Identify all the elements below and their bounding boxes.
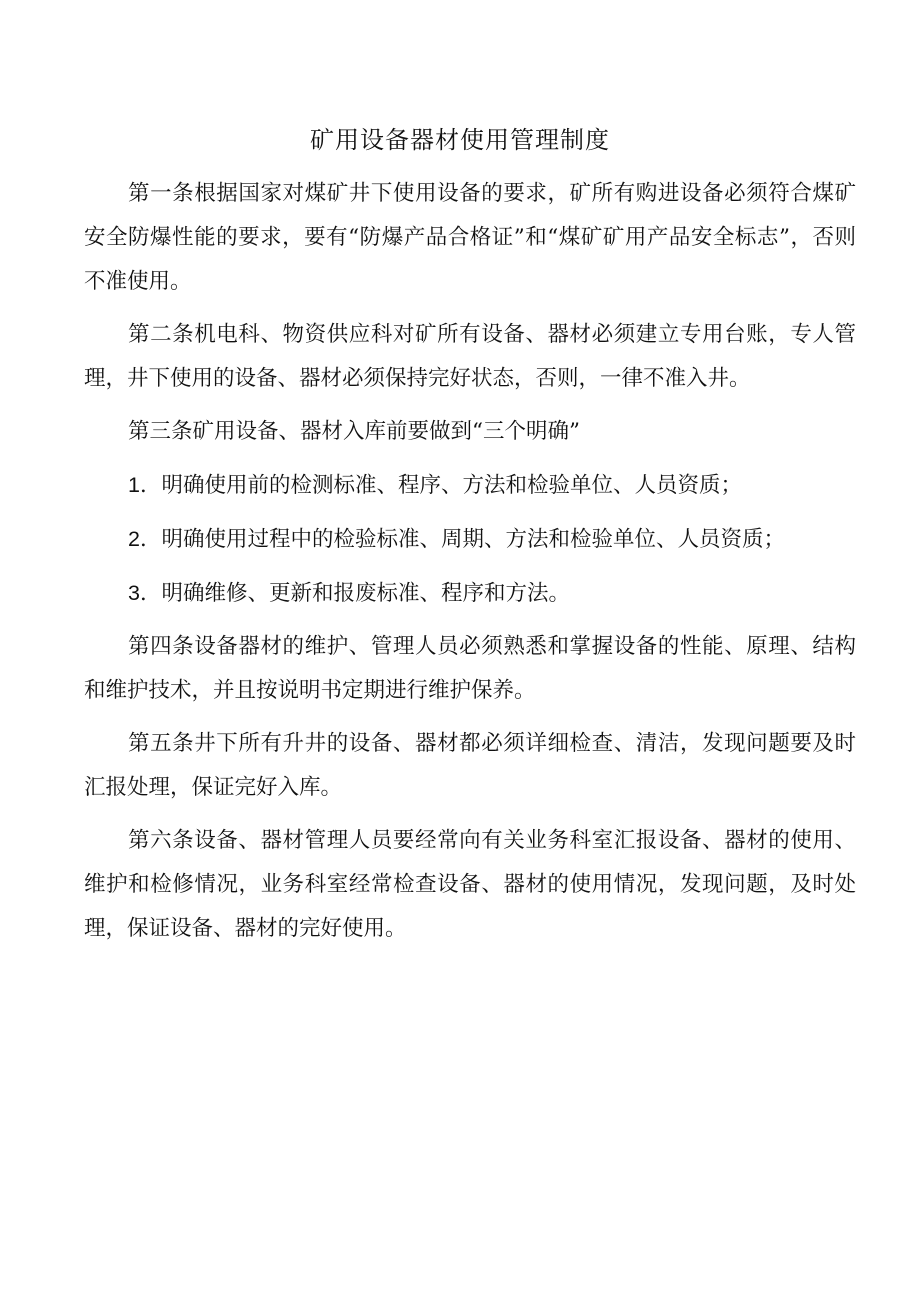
article-3-item-2 — [84, 517, 856, 562]
document-body — [84, 172, 856, 960]
article-2: 第二条机电科、物资供应科对矿所有设备、器材必须建立专用台账，专人管理，井下使用的设备、器材必须保持完好状态，否则，一律不准入井。 — [84, 322, 856, 391]
article-5: 第五条井下所有升井的设备、器材都必须详细检查、清洁，发现问题要及时汇报处理，保证完好入库。 — [84, 731, 856, 800]
article-3-item-1 — [84, 463, 856, 508]
item-text: ．明确维修、更新和报废标准、程序和方法。 — [139, 581, 570, 606]
item-number: 2 — [128, 527, 140, 551]
document-title: 矿用设备器材使用管理制度 — [310, 126, 610, 154]
item-text: ．明确使用过程中的检验标准、周期、方法和检验单位、人员资质； — [139, 527, 785, 552]
article-1: 第一条根据国家对煤矿井下使用设备的要求，矿所有购进设备必须符合煤矿安全防爆性能的要求，要有“防爆产品合格证”和“煤矿矿用产品安全标志”，否则不准使用。 — [84, 181, 856, 294]
article-6: 第六条设备、器材管理人员要经常向有关业务科室汇报设备、器材的使用、维护和检修情况，业务科室经常检查设备、器材的使用情况，发现问题，及时处理，保证设备、器材的完好使用。 — [84, 828, 856, 941]
article-4: 第四条设备器材的维护、管理人员必须熟悉和掌握设备的性能、原理、结构和维护技术，并且按说明书定期进行维护保养。 — [84, 634, 856, 703]
article-3: 第三条矿用设备、器材入库前要做到“三个明确” — [128, 419, 580, 444]
item-number: 1 — [128, 473, 140, 497]
article-3-item-3 — [84, 571, 856, 616]
item-text: ．明确使用前的检测标准、程序、方法和检验单位、人员资质； — [139, 473, 742, 498]
item-number: 3 — [128, 581, 140, 605]
